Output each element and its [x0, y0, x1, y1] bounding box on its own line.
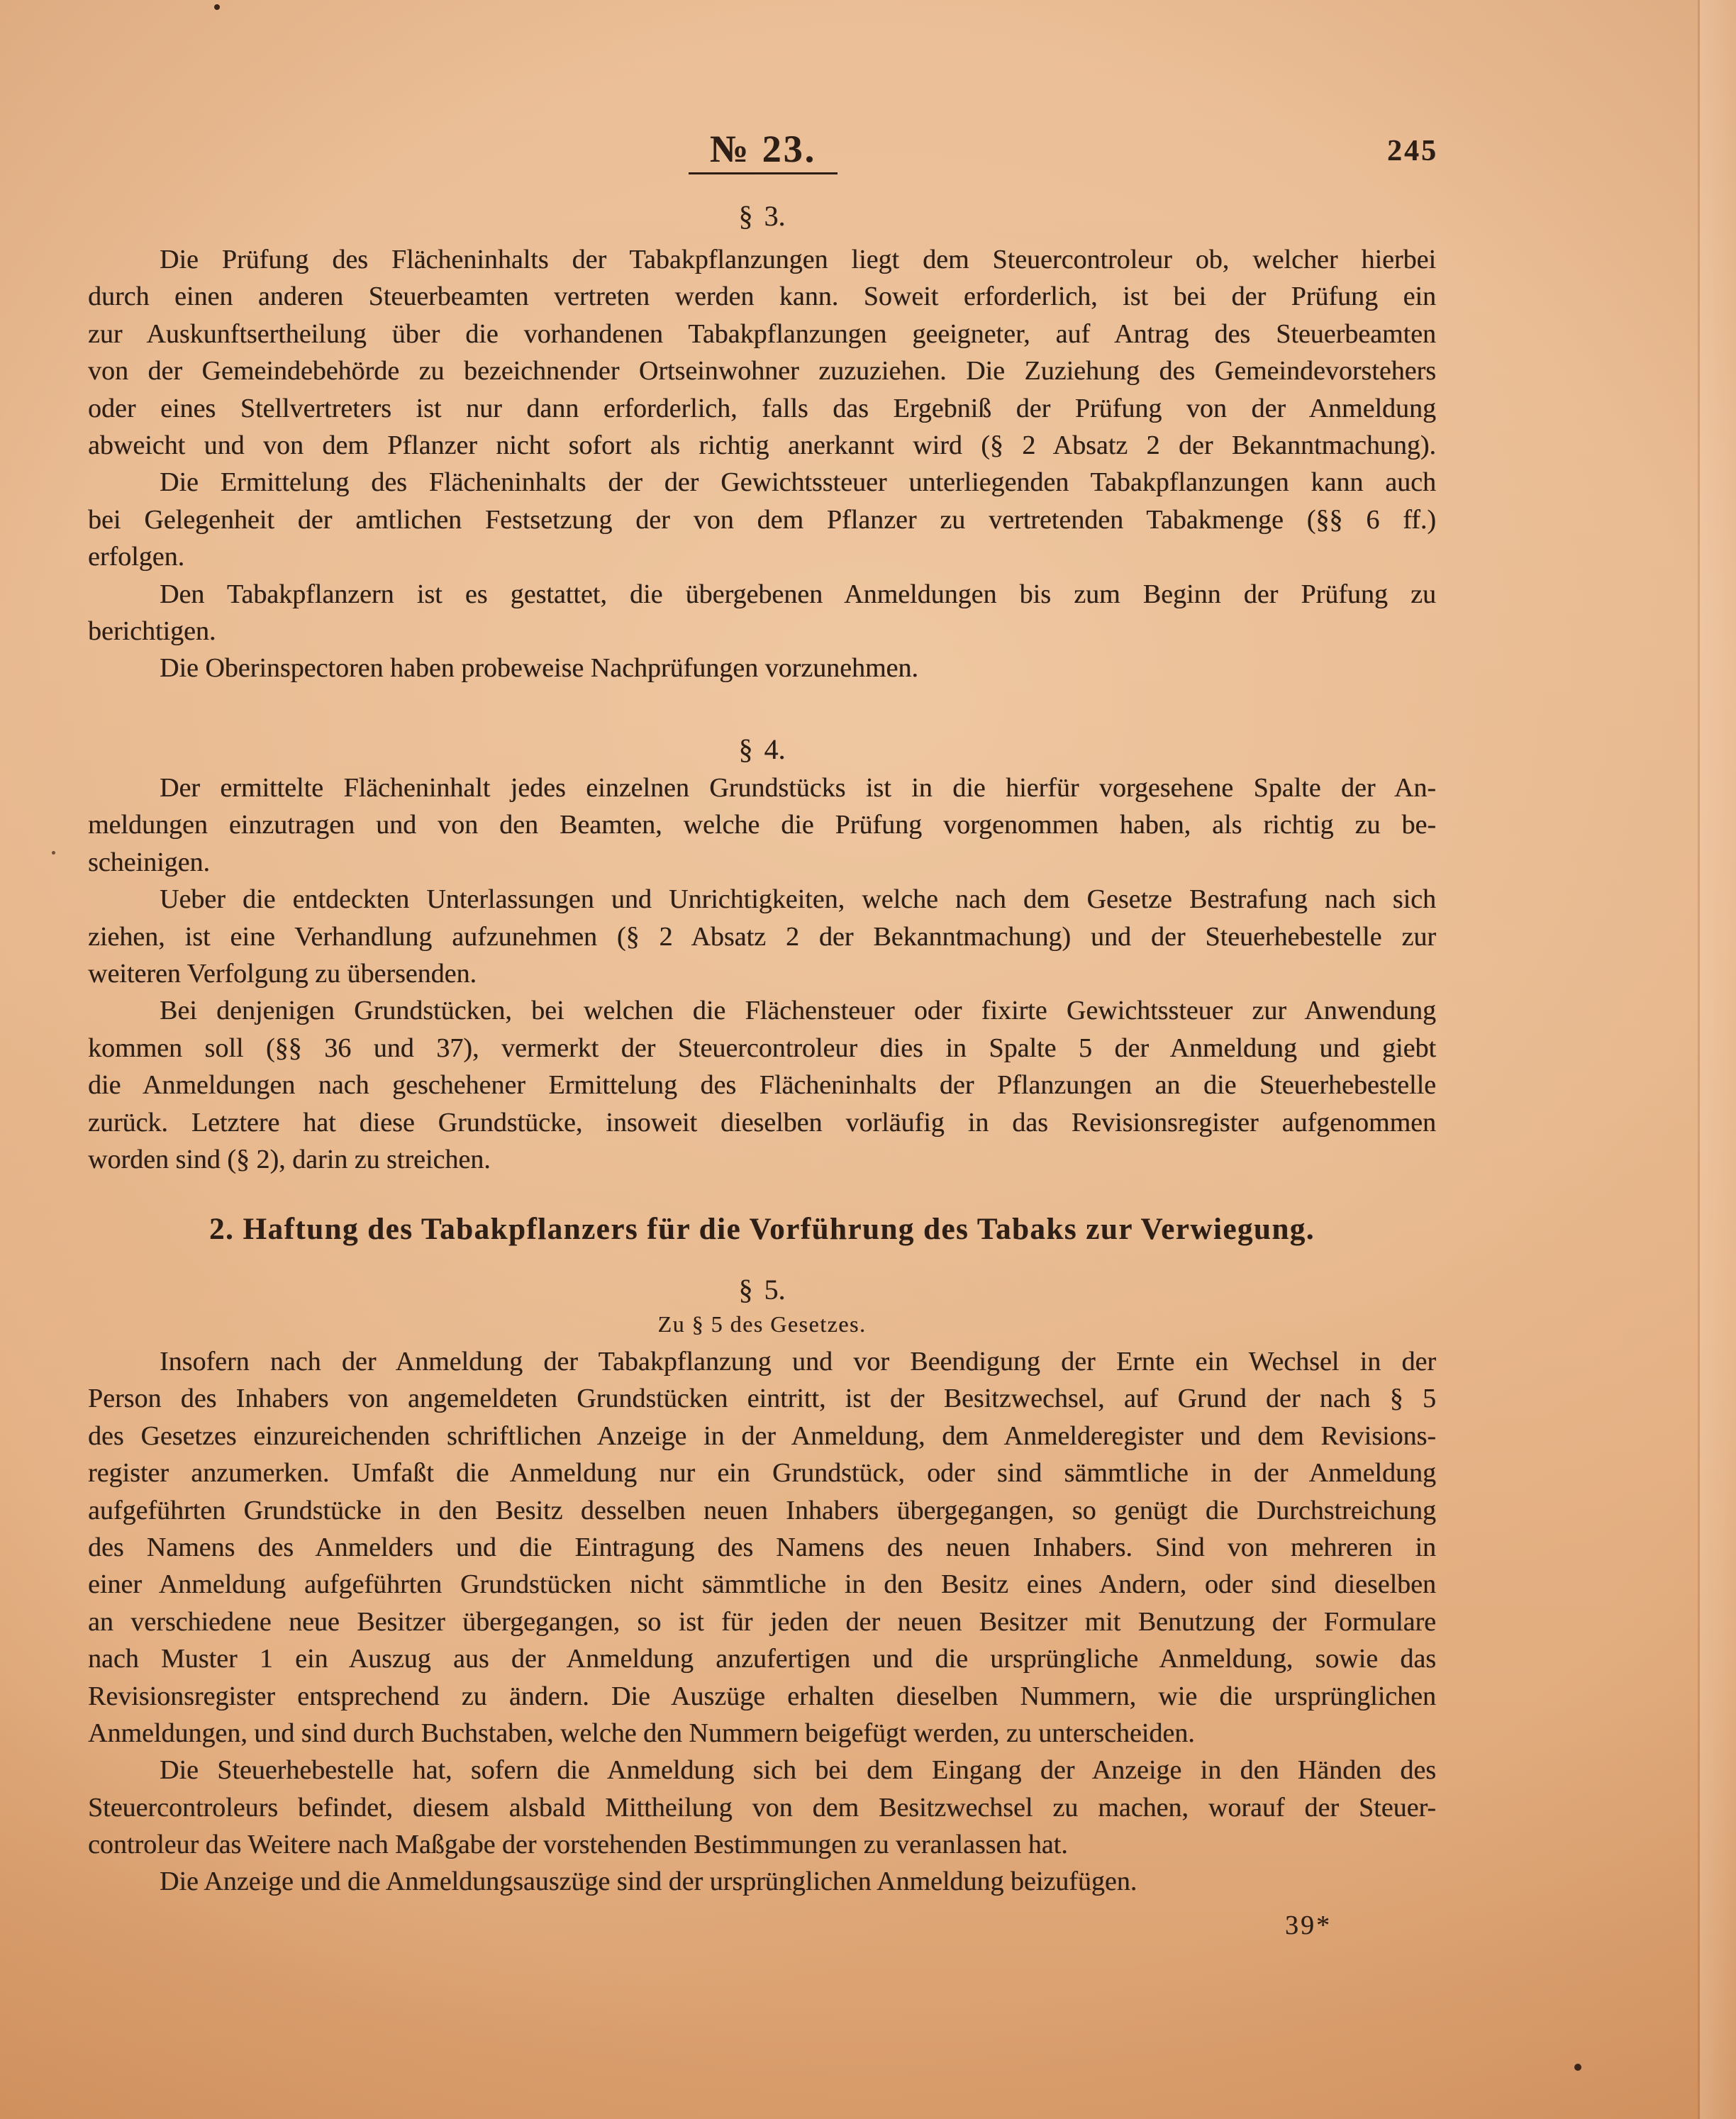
text-line: Die Ermittelung des Flächeninhalts der der Gewichtssteuer unterliegenden Tabakpflanzungen kann auch — [160, 467, 1436, 498]
text-line: erfolgen. — [88, 542, 185, 572]
paragraph — [88, 650, 1436, 686]
text-line: Ueber die entdeckten Unterlassungen und Unrichtigkeiten, welche nach dem Gesetze Bestrafung nach sich — [160, 884, 1436, 915]
text-line: Der ermittelte Flächeninhalt jedes einzelnen Grundstücks ist in die hierfür vorgesehene Spalte der An- — [160, 773, 1436, 803]
text-line: die Anmeldungen nach geschehener Ermittelung des Flächeninhalts der Pflanzungen an die Steuerhebestelle — [88, 1070, 1436, 1101]
section-4-body — [88, 769, 1436, 1178]
paragraph — [88, 1863, 1436, 1900]
text-line: bei Gelegenheit der amtlichen Festsetzung der von dem Pflanzer zu vertretenden Tabakmenge (§§ 6 ff.) — [88, 504, 1436, 535]
paragraph — [88, 769, 1436, 881]
text-line: kommen soll (§§ 36 und 37), vermerkt der Steuercontroleur dies in Spalte 5 der Anmeldung und giebt — [88, 1033, 1436, 1063]
text-line: durch einen anderen Steuerbeamten vertreten werden kann. Soweit erforderlich, ist bei der Prüfung ein — [88, 282, 1436, 312]
text-line: oder eines Stellvertreters ist nur dann erforderlich, falls das Ergebniß der Prüfung von der Anmeldung — [88, 393, 1436, 423]
text-line: meldungen einzutragen und von den Beamten, welche die Prüfung vorgenommen haben, als richtig zu be- — [88, 810, 1436, 840]
text-line: weiteren Verfolgung zu übersenden. — [88, 958, 477, 989]
paragraph — [88, 241, 1436, 464]
text-line: Die Steuerhebestelle hat, sofern die Anmeldung sich bei dem Eingang der Anzeige in den Händen des — [160, 1755, 1436, 1786]
text-line: nach Muster 1 ein Auszug aus der Anmeldung anzufertigen und die ursprüngliche Anmeldung, sowie das — [88, 1644, 1436, 1674]
issue-number: № 23. — [709, 128, 817, 170]
sheet-signature: 39* — [1285, 1911, 1332, 1940]
text-line: von der Gemeindebehörde zu bezeichnender Ortseinwohner zuzuziehen. Die Zuziehung des Gemeindevorstehers — [88, 356, 1436, 386]
text-line: an verschiedene neue Besitzer übergegangen, so ist für jeden der neuen Besitzer mit Benutzung der Formulare — [88, 1606, 1436, 1637]
paragraph — [88, 1343, 1436, 1752]
text-line: ziehen, ist eine Verhandlung aufzunehmen (§ 2 Absatz 2 der Bekanntmachung) und der Steuerhebestelle zur — [88, 921, 1436, 952]
text-line: controleur das Weitere nach Maßgabe der vorstehenden Bestimmungen zu veranlassen hat. — [88, 1830, 1068, 1860]
text-line: scheinigen. — [88, 847, 211, 877]
chapter-heading: 2. Haftung des Tabakpflanzers für die Vorführung des Tabaks zur Verwiegung. — [209, 1213, 1315, 1246]
section-5-body — [88, 1343, 1436, 1901]
text-line: Den Tabakpflanzern ist es gestattet, die übergebenen Anmeldungen bis zum Beginn der Prüfung zu — [160, 579, 1436, 609]
text-line: einer Anmeldung aufgeführten Grundstücken nicht sämmtliche in den Besitz eines Andern, oder sind dieselben — [88, 1569, 1436, 1600]
text-line: Steuercontroleurs befindet, diesem alsbald Mittheilung von dem Besitzwechsel zu machen, worauf der Steuer- — [88, 1792, 1436, 1823]
paragraph — [88, 1752, 1436, 1863]
text-line: Bei denjenigen Grundstücken, bei welchen die Flächensteuer oder fixirte Gewichtssteuer zur Anwendung — [160, 996, 1436, 1026]
ink-speck — [214, 4, 220, 10]
text-line: des Gesetzes einzureichenden schriftlichen Anzeige in der Anmeldung, dem Anmelderegister und dem Revisions- — [88, 1420, 1436, 1451]
section-3-title: § 3. — [738, 200, 786, 232]
text-line: zurück. Letztere hat diese Grundstücke, insoweit dieselben vorläufig in das Revisionsregister aufgenommen — [88, 1107, 1436, 1138]
text-line: des Namens des Anmelders und die Eintragung des Namens des neuen Inhabers. Sind von mehreren in — [88, 1532, 1436, 1562]
issue-number-underline — [689, 172, 838, 174]
text-line: Die Prüfung des Flächeninhalts der Tabakpflanzungen liegt dem Steuercontroleur ob, welcher hierbei — [160, 245, 1436, 274]
text-line: berichtigen. — [88, 616, 216, 646]
text-line: Die Oberinspectoren haben probeweise Nachprüfungen vorzunehmen. — [160, 653, 918, 684]
text-line: Insofern nach der Anmeldung der Tabakpflanzung und vor Beendigung der Ernte ein Wechsel in der — [160, 1347, 1436, 1376]
text-line: Revisionsregister entsprechend zu ändern. Die Auszüge erhalten dieselben Nummern, wie die ursprünglichen — [88, 1681, 1436, 1711]
ink-speck — [52, 851, 55, 855]
section-3-body — [88, 241, 1436, 687]
paragraph — [88, 881, 1436, 992]
paragraph — [88, 576, 1436, 650]
page-number: 245 — [1387, 135, 1438, 167]
text-line: register anzumerken. Umfaßt die Anmeldung nur ein Grundstück, oder sind sämmtliche in der Anmeldung — [88, 1458, 1436, 1489]
text-line: zur Auskunftsertheilung über die vorhandenen Tabakpflanzungen geeigneter, auf Antrag des Steuerbeamten — [88, 318, 1436, 349]
text-line: abweicht und von dem Pflanzer nicht sofort als richtig anerkannt wird (§ 2 Absatz 2 der Bekanntmachung). — [88, 430, 1436, 460]
paragraph — [88, 464, 1436, 575]
ink-speck — [1574, 2064, 1581, 2071]
text-line: Person des Inhabers von angemeldeten Grundstücken eintritt, ist der Besitzwechsel, auf Grund der nach § 5 — [88, 1384, 1436, 1414]
paragraph — [88, 992, 1436, 1178]
text-line: aufgeführten Grundstücke in den Besitz desselben neuen Inhabers übergegangen, so genügt die Durchstreichung — [88, 1495, 1436, 1525]
section-4-title: § 4. — [738, 733, 786, 765]
section-5-title: § 5. — [738, 1274, 786, 1306]
text-line: worden sind (§ 2), darin zu streichen. — [88, 1144, 491, 1174]
page-edge-band — [1700, 0, 1736, 2119]
text-line: Die Anzeige und die Anmeldungsauszüge sind der ursprünglichen Anmeldung beizufügen. — [160, 1867, 1137, 1897]
section-5-subtitle: Zu § 5 des Gesetzes. — [657, 1311, 867, 1337]
text-line: Anmeldungen, und sind durch Buchstaben, welche den Nummern beigefügt werden, zu unterscheiden. — [88, 1718, 1195, 1748]
